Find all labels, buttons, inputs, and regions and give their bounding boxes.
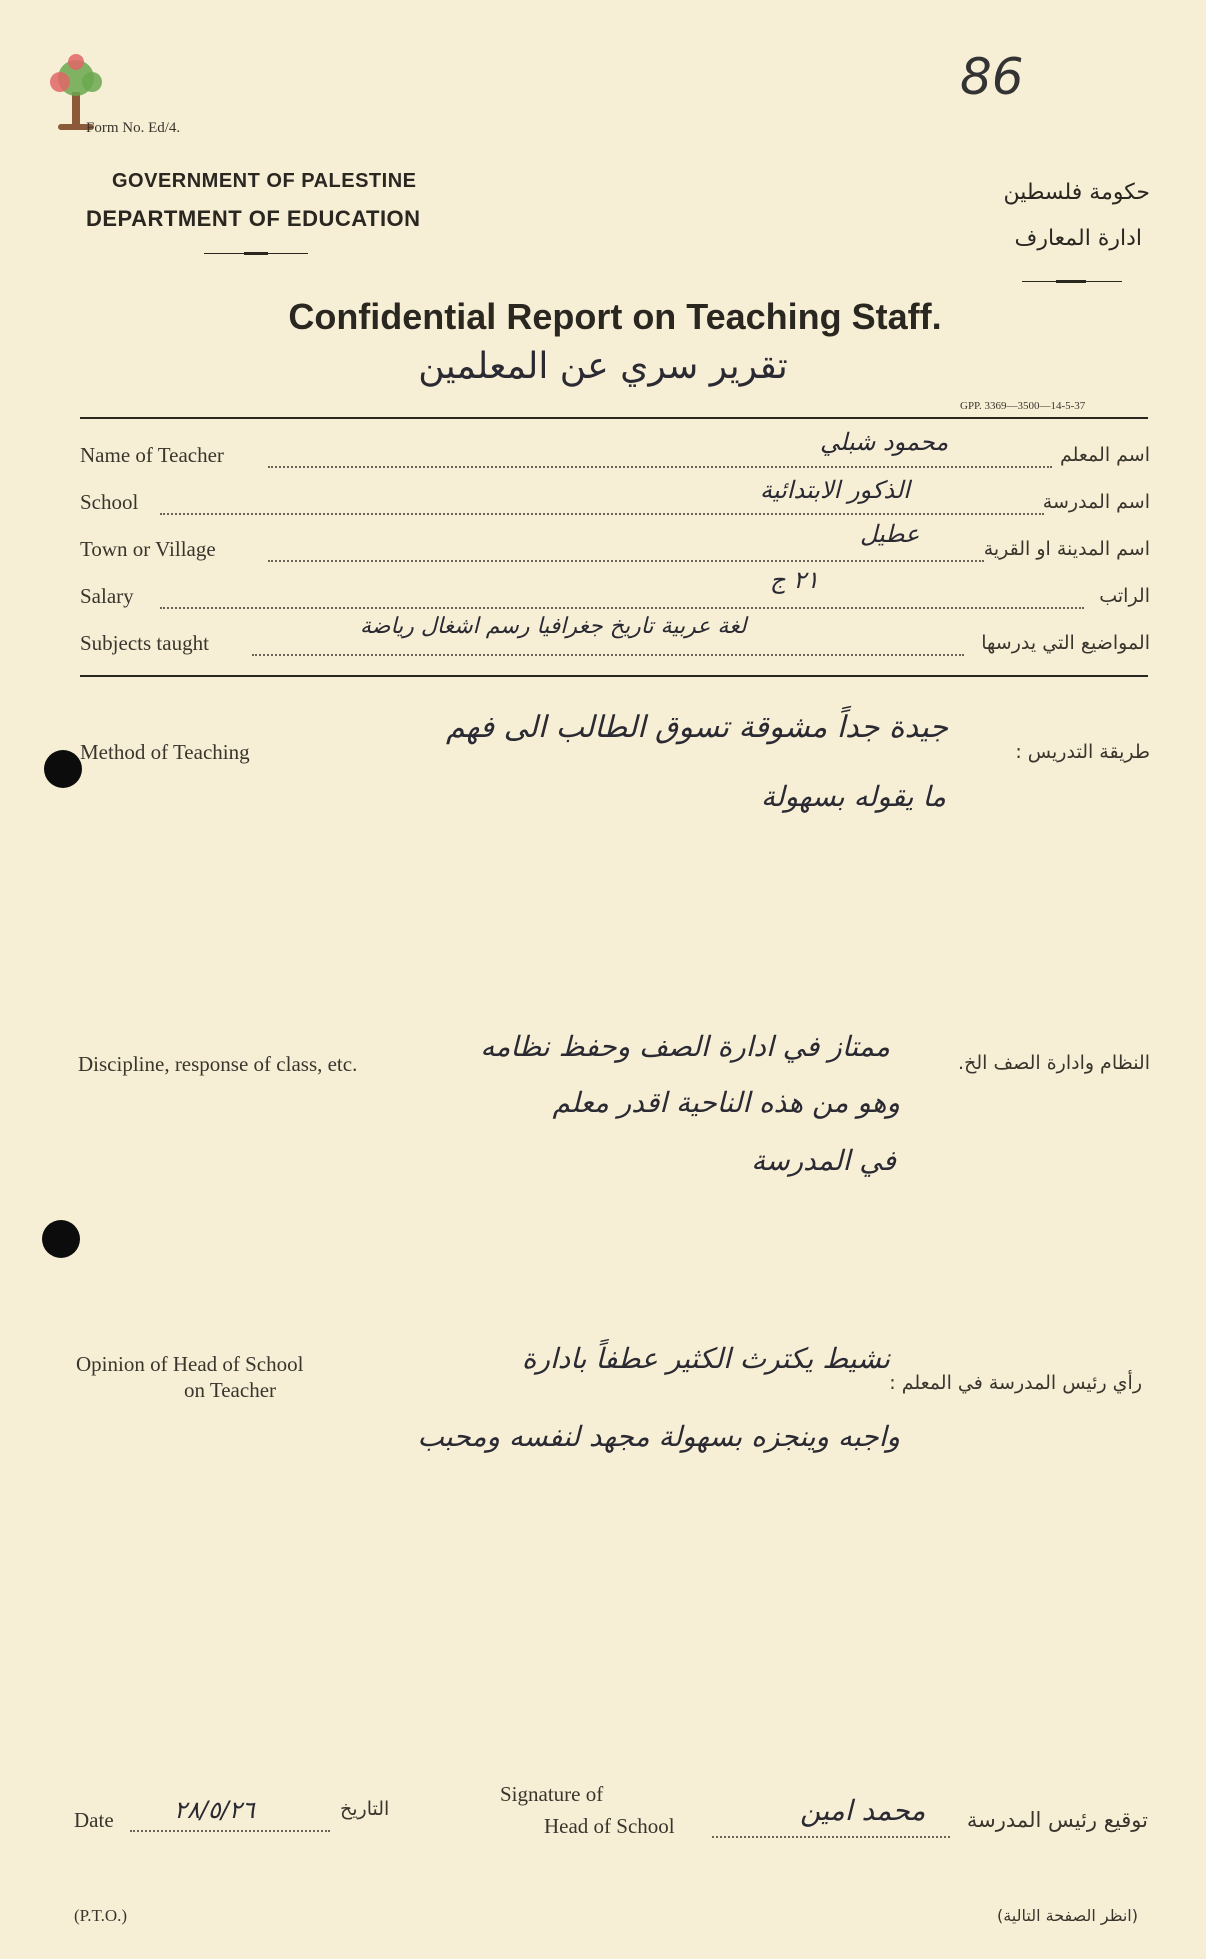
field-label-ar: الراتب [1099,585,1150,607]
pto-label-ar: (انظر الصفحة التالية) [996,1906,1138,1925]
section-label-en: Discipline, response of class, etc. [78,1052,358,1076]
field-label-ar: اسم المدرسة [1042,491,1150,513]
field-value[interactable]: الذكور الابتدائية [760,476,910,504]
section-label-en: Opinion of Head of School [76,1352,304,1376]
section-label-ar: طريقة التدريس : [1015,741,1150,763]
field-value[interactable]: محمود شبلي [820,428,949,456]
form-number: Form No. Ed/4. [86,120,181,136]
page-title-ar: تقرير سري عن المعلمين [418,346,788,387]
signature-label: Head of School [544,1814,675,1838]
field-label-en: Name of Teacher [80,443,224,467]
section-text[interactable]: نشيط يكترث الكثير عطفاً بادارة [521,1342,890,1375]
print-reference: GPP. 3369—3500—14-5-37 [960,400,1086,412]
field-label-ar: اسم المعلم [1059,444,1150,466]
section-text[interactable]: ما يقوله بسهولة [761,780,946,813]
punch-hole [42,1220,80,1258]
section-label-ar: النظام وادارة الصف الخ. [958,1052,1150,1074]
page-number: 86 [960,48,1024,106]
top-rule [80,417,1148,419]
section-label-en: Method of Teaching [80,740,250,764]
field-label-ar: المواضيع التي يدرسها [981,632,1150,654]
department-title-en: DEPARTMENT OF EDUCATION [86,206,421,231]
date-label-ar: التاريخ [340,1798,390,1820]
pto-label: (P.T.O.) [74,1906,128,1925]
section-label-ar: رأي رئيس المدرسة في المعلم : [889,1372,1142,1394]
government-title-en: GOVERNMENT OF PALESTINE [112,170,417,192]
signature-value[interactable]: محمد امين [800,1794,926,1827]
section-label-en: on Teacher [184,1378,277,1402]
field-value[interactable]: عطيل [860,520,920,548]
date-value[interactable]: ٢٨/٥/٢٦ [174,1796,255,1824]
field-label-en: Salary [80,584,134,608]
department-title-ar: ادارة المعارف [1014,226,1142,251]
bottom-rule [80,675,1148,677]
punch-hole [44,750,82,788]
divider [244,252,268,255]
date-label-en: Date [74,1808,114,1832]
section-text[interactable]: جيدة جداً مشوقة تسوق الطالب الى فهم [446,710,948,745]
page-title: Confidential Report on Teaching Staff. [288,296,942,337]
section-text[interactable]: واجبه وينجزه بسهولة مجهد لنفسه ومحبب [417,1420,900,1453]
government-title-ar: حكومة فلسطين [1003,180,1150,205]
field-label-ar: اسم المدينة او القرية [983,538,1150,560]
section-text[interactable]: في المدرسة [751,1144,896,1177]
field-label-en: Town or Village [80,537,216,561]
divider [1056,280,1086,283]
signature-label-ar: توقيع رئيس المدرسة [966,1808,1148,1832]
section-text[interactable]: وهو من هذه الناحية اقدر معلم [552,1086,900,1119]
field-value[interactable]: لغة عربية تاريخ جغرافيا رسم اشغال رياضة [360,614,747,639]
field-label-en: School [80,490,139,514]
field-label-en: Subjects taught [80,631,209,655]
signature-label: Signature of [500,1782,604,1806]
field-value[interactable]: ٢١ ج [770,566,819,594]
section-text[interactable]: ممتاز في ادارة الصف وحفظ نظامه [480,1030,890,1063]
